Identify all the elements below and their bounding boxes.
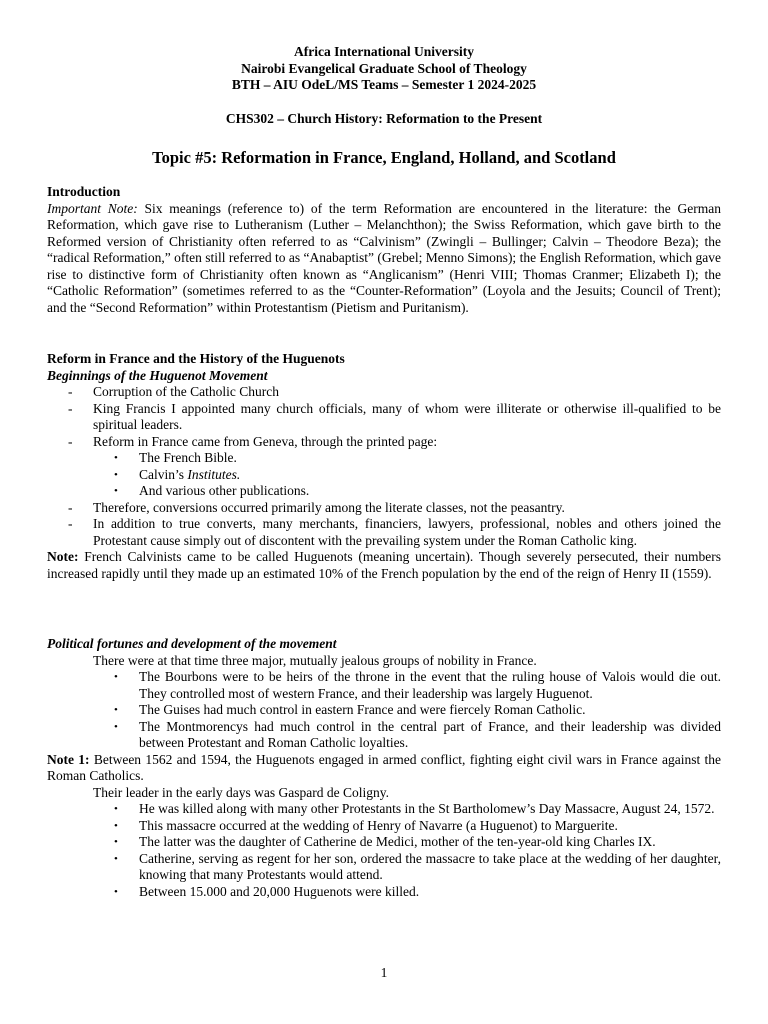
program-line: BTH – AIU OdeL/MS Teams – Semester 1 2024-2025 — [231, 77, 537, 92]
nobility-groups-list — [47, 669, 721, 752]
france-heading: Reform in France and the History of the Huguenots — [47, 351, 345, 366]
note-label: Note: — [47, 549, 79, 564]
important-note-label: Important Note: — [47, 200, 138, 216]
list-item: - Therefore, conversions occurred primarily among the literate classes, not the peasantry. — [68, 499, 565, 515]
list-item: • Catherine, serving as regent for her son, ordered the massacre to take place at the wedding of her daughter, knowing that many Protestants would attend. — [114, 850, 721, 882]
list-item: - King Francis I appointed many church officials, many of whom were illiterate or otherwise ill-qualified to be spiritual leaders. — [68, 400, 721, 432]
page-number: 1 — [380, 965, 388, 980]
list-item: • Between 15.000 and 20,000 Huguenots were killed. — [114, 883, 420, 899]
france-section — [47, 351, 721, 582]
school-name: Nairobi Evangelical Graduate School of Theology — [241, 60, 527, 76]
note-1-label: Note 1: — [47, 751, 90, 767]
list-item: • The Montmorencys had much control in the central part of France, and their leadership was divided between Protestant and Roman Catholic loyalties. — [114, 718, 721, 750]
list-item: • He was killed along with many other Protestants in the St Bartholomew’s Day Massacre, August 24, 1572. — [114, 801, 715, 816]
topic-title: Topic #5: Reformation in France, England, Holland, and Scotland — [152, 148, 616, 167]
list-item: • Calvin’s Institutes. — [114, 466, 241, 482]
printed-page-list — [47, 450, 721, 500]
list-item: - Reform in France came from Geneva, through the printed page: • The French Bible. • Calvin’s Institutes. • And various other publications. — [47, 434, 721, 500]
introduction-section — [47, 184, 721, 316]
coligny-line: Their leader in the early days was Gaspard de Coligny. — [93, 784, 390, 800]
huguenot-note: Note: French Calvinists came to be called Huguenots (meaning uncertain). Though severely persecuted, their numbers increased rapidly until they made up an estimated 10% of the French population by the end of the reign of Henry II (1559). — [47, 549, 721, 581]
nobility-intro: There were at that time three major, mutually jealous groups of nobility in France. — [93, 652, 537, 668]
list-item: - Corruption of the Catholic Church — [68, 384, 279, 399]
document-header — [47, 44, 721, 94]
huguenot-beginnings-heading: Beginnings of the Huguenot Movement — [47, 367, 268, 383]
list-item: • The Bourbons were to be heirs of the throne in the event that the ruling house of Valois would die out. They controlled most of western France, and their leadership was largely Huguenot. — [114, 669, 721, 701]
note-1: Note 1: Between 1562 and 1594, the Huguenots engaged in armed conflict, fighting eight civil wars in France against the Roman Catholics. — [47, 751, 721, 783]
beginnings-list — [47, 384, 721, 549]
list-item: • This massacre occurred at the wedding of Henry of Navarre (a Huguenot) to Marguerite. — [114, 817, 618, 833]
list-item: • And various other publications. — [114, 483, 310, 498]
course-title: CHS302 – Church History: Reformation to the Present — [225, 111, 543, 126]
list-item: • The Guises had much control in eastern France and were fiercely Roman Catholic. — [114, 702, 586, 717]
list-item: • The latter was the daughter of Catherine de Medici, mother of the ten-year-old king Charles IX. — [114, 834, 656, 849]
list-item: - In addition to true converts, many merchants, financiers, lawyers, professional, nobles and others joined the Protestant cause simply out of discontent with the prevailing system under the Roman Catholic king. — [68, 516, 721, 548]
important-note-text: Six meanings (reference to) of the term Reformation are encountered in the literature: the German Reformation, which gave rise to Lutheranism (Luther – Melanchthon); the Swiss Reformation, which gave birth to the Reformed version of Christianity often referred to as “Calvinism” (Zwingli – Bullinger; Calvin – Theodore Beza); the “radical Reformation,” often still referred to as “Anabaptist” (Grebel; Menno Simons); the English Reformation, which gave rise to distinctive form of Christianity often known as “Anglicanism” (Henri VIII; Thomas Cranmer; Elizabeth I); the “Catholic Reformation” (sometimes referred to as the “Counter-Reformation” (Loyola and the Jesuits; Council of Trent); and the “Second Reformation” within Protestantism (Pietism and Puritanism). — [47, 200, 721, 315]
political-section — [47, 636, 721, 900]
introduction-heading: Introduction — [47, 184, 121, 199]
political-heading: Political fortunes and development of the movement — [47, 636, 337, 651]
list-item: • The French Bible. — [114, 450, 237, 465]
introduction-paragraph — [47, 201, 721, 317]
massacre-list — [47, 801, 721, 900]
university-name: Africa International University — [294, 44, 474, 59]
